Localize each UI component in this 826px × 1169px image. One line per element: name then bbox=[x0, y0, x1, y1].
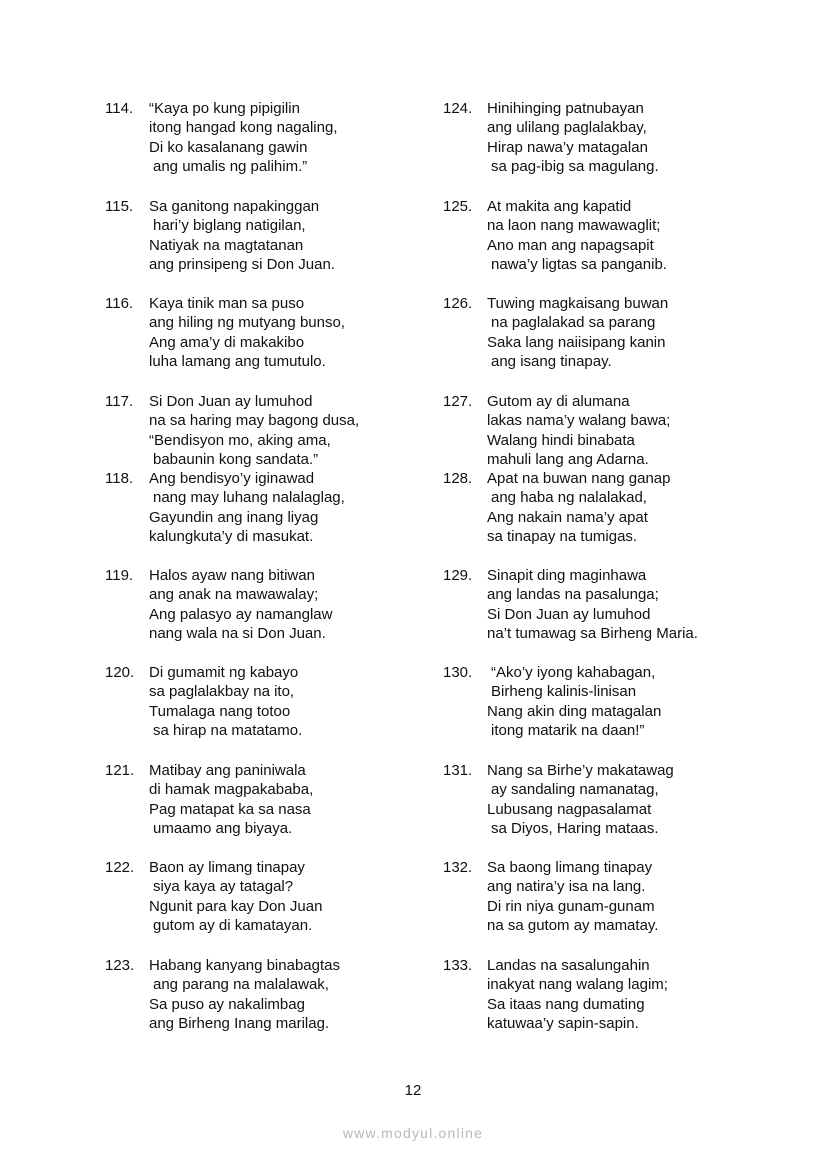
stanza-line: Ngunit para kay Don Juan bbox=[149, 897, 323, 915]
stanza-line: Nang akin ding matagalan bbox=[487, 702, 662, 720]
stanza-line: Di rin niya gunam-gunam bbox=[487, 897, 655, 915]
stanza-line: sa Diyos, Haring mataas. bbox=[491, 820, 659, 838]
stanza-line: nang wala na si Don Juan. bbox=[149, 625, 326, 643]
page-number: 12 bbox=[404, 1082, 422, 1099]
stanza-line: Matibay ang paniniwala bbox=[149, 762, 306, 779]
stanza-line: Ano man ang napagsapit bbox=[487, 236, 654, 254]
stanza-number: 123. bbox=[105, 957, 135, 974]
stanza-number: 126. bbox=[443, 295, 473, 312]
stanza-line: Landas na sasalungahin bbox=[487, 957, 650, 974]
stanza-line: sa tinapay na tumigas. bbox=[487, 528, 638, 546]
stanza-line: ang isang tinapay. bbox=[491, 353, 612, 371]
stanza-line: Apat na buwan nang ganap bbox=[487, 470, 671, 487]
stanza-number: 117. bbox=[105, 393, 134, 410]
stanza-line: ang natira’y isa na lang. bbox=[487, 878, 646, 896]
stanza-line: nang may luhang nalalaglag, bbox=[153, 489, 345, 507]
stanza-line: katuwaa’y sapin-sapin. bbox=[487, 1015, 639, 1033]
stanza-line: na paglalakad sa parang bbox=[491, 314, 656, 332]
stanza-line: Natiyak na magtatanan bbox=[149, 236, 304, 254]
stanza-line: na’t tumawag sa Birheng Maria. bbox=[487, 625, 698, 643]
stanza-line: Lubusang nagpasalamat bbox=[487, 800, 652, 818]
stanza-line: ang ulilang paglalakbay, bbox=[487, 119, 647, 137]
stanza-number: 116. bbox=[105, 295, 134, 312]
stanza-line: At makita ang kapatid bbox=[487, 198, 632, 215]
stanza-line: di hamak magpakababa, bbox=[149, 781, 314, 799]
stanza-line: Hirap nawa’y matagalan bbox=[487, 138, 648, 156]
stanza-line: umaamo ang biyaya. bbox=[153, 820, 293, 838]
stanza-line: Ang palasyo ay namanglaw bbox=[149, 605, 333, 623]
stanza-line: Tuwing magkaisang buwan bbox=[487, 295, 669, 312]
stanza-number: 120. bbox=[105, 664, 135, 681]
stanza-line: ang haba ng nalalakad, bbox=[491, 489, 647, 507]
stanza-number: 129. bbox=[443, 567, 473, 584]
stanza-line: Di ko kasalanang gawin bbox=[149, 138, 308, 156]
stanza-number: 121. bbox=[105, 762, 135, 779]
stanza-number: 119. bbox=[105, 567, 134, 584]
stanza-number: 122. bbox=[105, 859, 135, 876]
stanza-line: Ang bendisyo’y iginawad bbox=[149, 470, 315, 487]
stanza-line: ang landas na pasalunga; bbox=[487, 586, 659, 604]
stanza-line: kalungkuta’y di masukat. bbox=[149, 528, 314, 546]
stanza-number: 115. bbox=[105, 198, 134, 215]
stanza-line: na sa gutom ay mamatay. bbox=[487, 917, 659, 935]
stanza-line: Si Don Juan ay lumuhod bbox=[149, 393, 313, 410]
stanza-number: 118. bbox=[105, 470, 134, 487]
stanza-line: Baon ay limang tinapay bbox=[149, 859, 305, 876]
stanza-line: Tumalaga nang totoo bbox=[149, 702, 291, 720]
stanza-line: nawa’y ligtas sa panganib. bbox=[491, 256, 667, 274]
stanza-number: 114. bbox=[105, 100, 134, 117]
stanza-line: na laon nang mawawaglit; bbox=[487, 217, 661, 235]
stanza-line: inakyat nang walang lagim; bbox=[487, 976, 668, 994]
stanza-line: ang parang na malalawak, bbox=[153, 976, 329, 994]
stanza-line: Nang sa Birhe’y makatawag bbox=[487, 762, 674, 779]
stanza-line: Ang nakain nama’y apat bbox=[487, 508, 648, 526]
stanza-line: “Ako’y iyong kahabagan, bbox=[491, 664, 656, 681]
stanza-line: sa paglalakbay na ito, bbox=[149, 683, 295, 701]
stanza-line: Gayundin ang inang liyag bbox=[149, 508, 319, 526]
stanza-line: ang anak na mawawalay; bbox=[149, 586, 319, 604]
stanza-number: 130. bbox=[443, 664, 473, 681]
stanza-line: Sinapit ding maginhawa bbox=[487, 567, 647, 584]
stanza-line: Habang kanyang binabagtas bbox=[149, 957, 340, 974]
stanza-line: na sa haring may bagong dusa, bbox=[149, 412, 360, 430]
stanza-line: Walang hindi binabata bbox=[487, 431, 635, 449]
stanza-line: sa pag-ibig sa magulang. bbox=[491, 158, 659, 176]
stanza-line: itong hangad kong nagaling, bbox=[149, 119, 338, 137]
stanza-line: Kaya tinik man sa puso bbox=[149, 295, 305, 312]
stanza-line: siya kaya ay tatagal? bbox=[153, 878, 294, 896]
stanza-line: mahuli lang ang Adarna. bbox=[487, 451, 649, 469]
stanza-line: ang umalis ng palihim.” bbox=[153, 158, 308, 176]
stanza-line: ang Birheng Inang marilag. bbox=[149, 1015, 330, 1033]
stanza-line: Sa puso ay nakalimbag bbox=[149, 995, 305, 1013]
stanza-number: 125. bbox=[443, 198, 473, 215]
stanza-line: Birheng kalinis-linisan bbox=[491, 683, 637, 701]
stanza-line: Sa itaas nang dumating bbox=[487, 995, 645, 1013]
stanza-line: luha lamang ang tumutulo. bbox=[149, 353, 326, 371]
stanza-line: Di gumamit ng kabayo bbox=[149, 664, 299, 681]
stanza-line: sa hirap na matatamo. bbox=[153, 722, 303, 740]
stanza-line: Sa baong limang tinapay bbox=[487, 859, 653, 876]
stanza-number: 127. bbox=[443, 393, 473, 410]
stanza-line: Ang ama’y di makakibo bbox=[149, 333, 305, 351]
stanza-line: Sa ganitong napakinggan bbox=[149, 198, 320, 215]
stanza-line: babaunin kong sandata.” bbox=[153, 451, 319, 469]
stanza-number: 124. bbox=[443, 100, 473, 117]
stanza-line: “Bendisyon mo, aking ama, bbox=[149, 431, 331, 449]
watermark: www.modyul.online bbox=[342, 1125, 484, 1141]
stanza-line: hari’y biglang natigilan, bbox=[153, 217, 306, 235]
stanza-line: Pag matapat ka sa nasa bbox=[149, 800, 311, 818]
stanza-line: Saka lang naiisipang kanin bbox=[487, 333, 666, 351]
stanza-number: 132. bbox=[443, 859, 473, 876]
stanza-line: ay sandaling namanatag, bbox=[491, 781, 659, 799]
stanza-line: lakas nama’y walang bawa; bbox=[487, 412, 671, 430]
stanza-line: Gutom ay di alumana bbox=[487, 393, 630, 410]
stanza-line: ang hiling ng mutyang bunso, bbox=[149, 314, 345, 332]
stanza-line: ang prinsipeng si Don Juan. bbox=[149, 256, 335, 274]
stanza-number: 131. bbox=[443, 762, 473, 779]
stanza-line: “Kaya po kung pipigilin bbox=[149, 100, 300, 117]
stanza-line: Si Don Juan ay lumuhod bbox=[487, 605, 651, 623]
stanza-number: 133. bbox=[443, 957, 473, 974]
stanza-line: Hinihinging patnubayan bbox=[487, 100, 644, 117]
stanza-line: Halos ayaw nang bitiwan bbox=[149, 567, 315, 584]
stanza-number: 128. bbox=[443, 470, 473, 487]
stanza-line: gutom ay di kamatayan. bbox=[153, 917, 313, 935]
stanza-line: itong matarik na daan!” bbox=[491, 722, 645, 740]
